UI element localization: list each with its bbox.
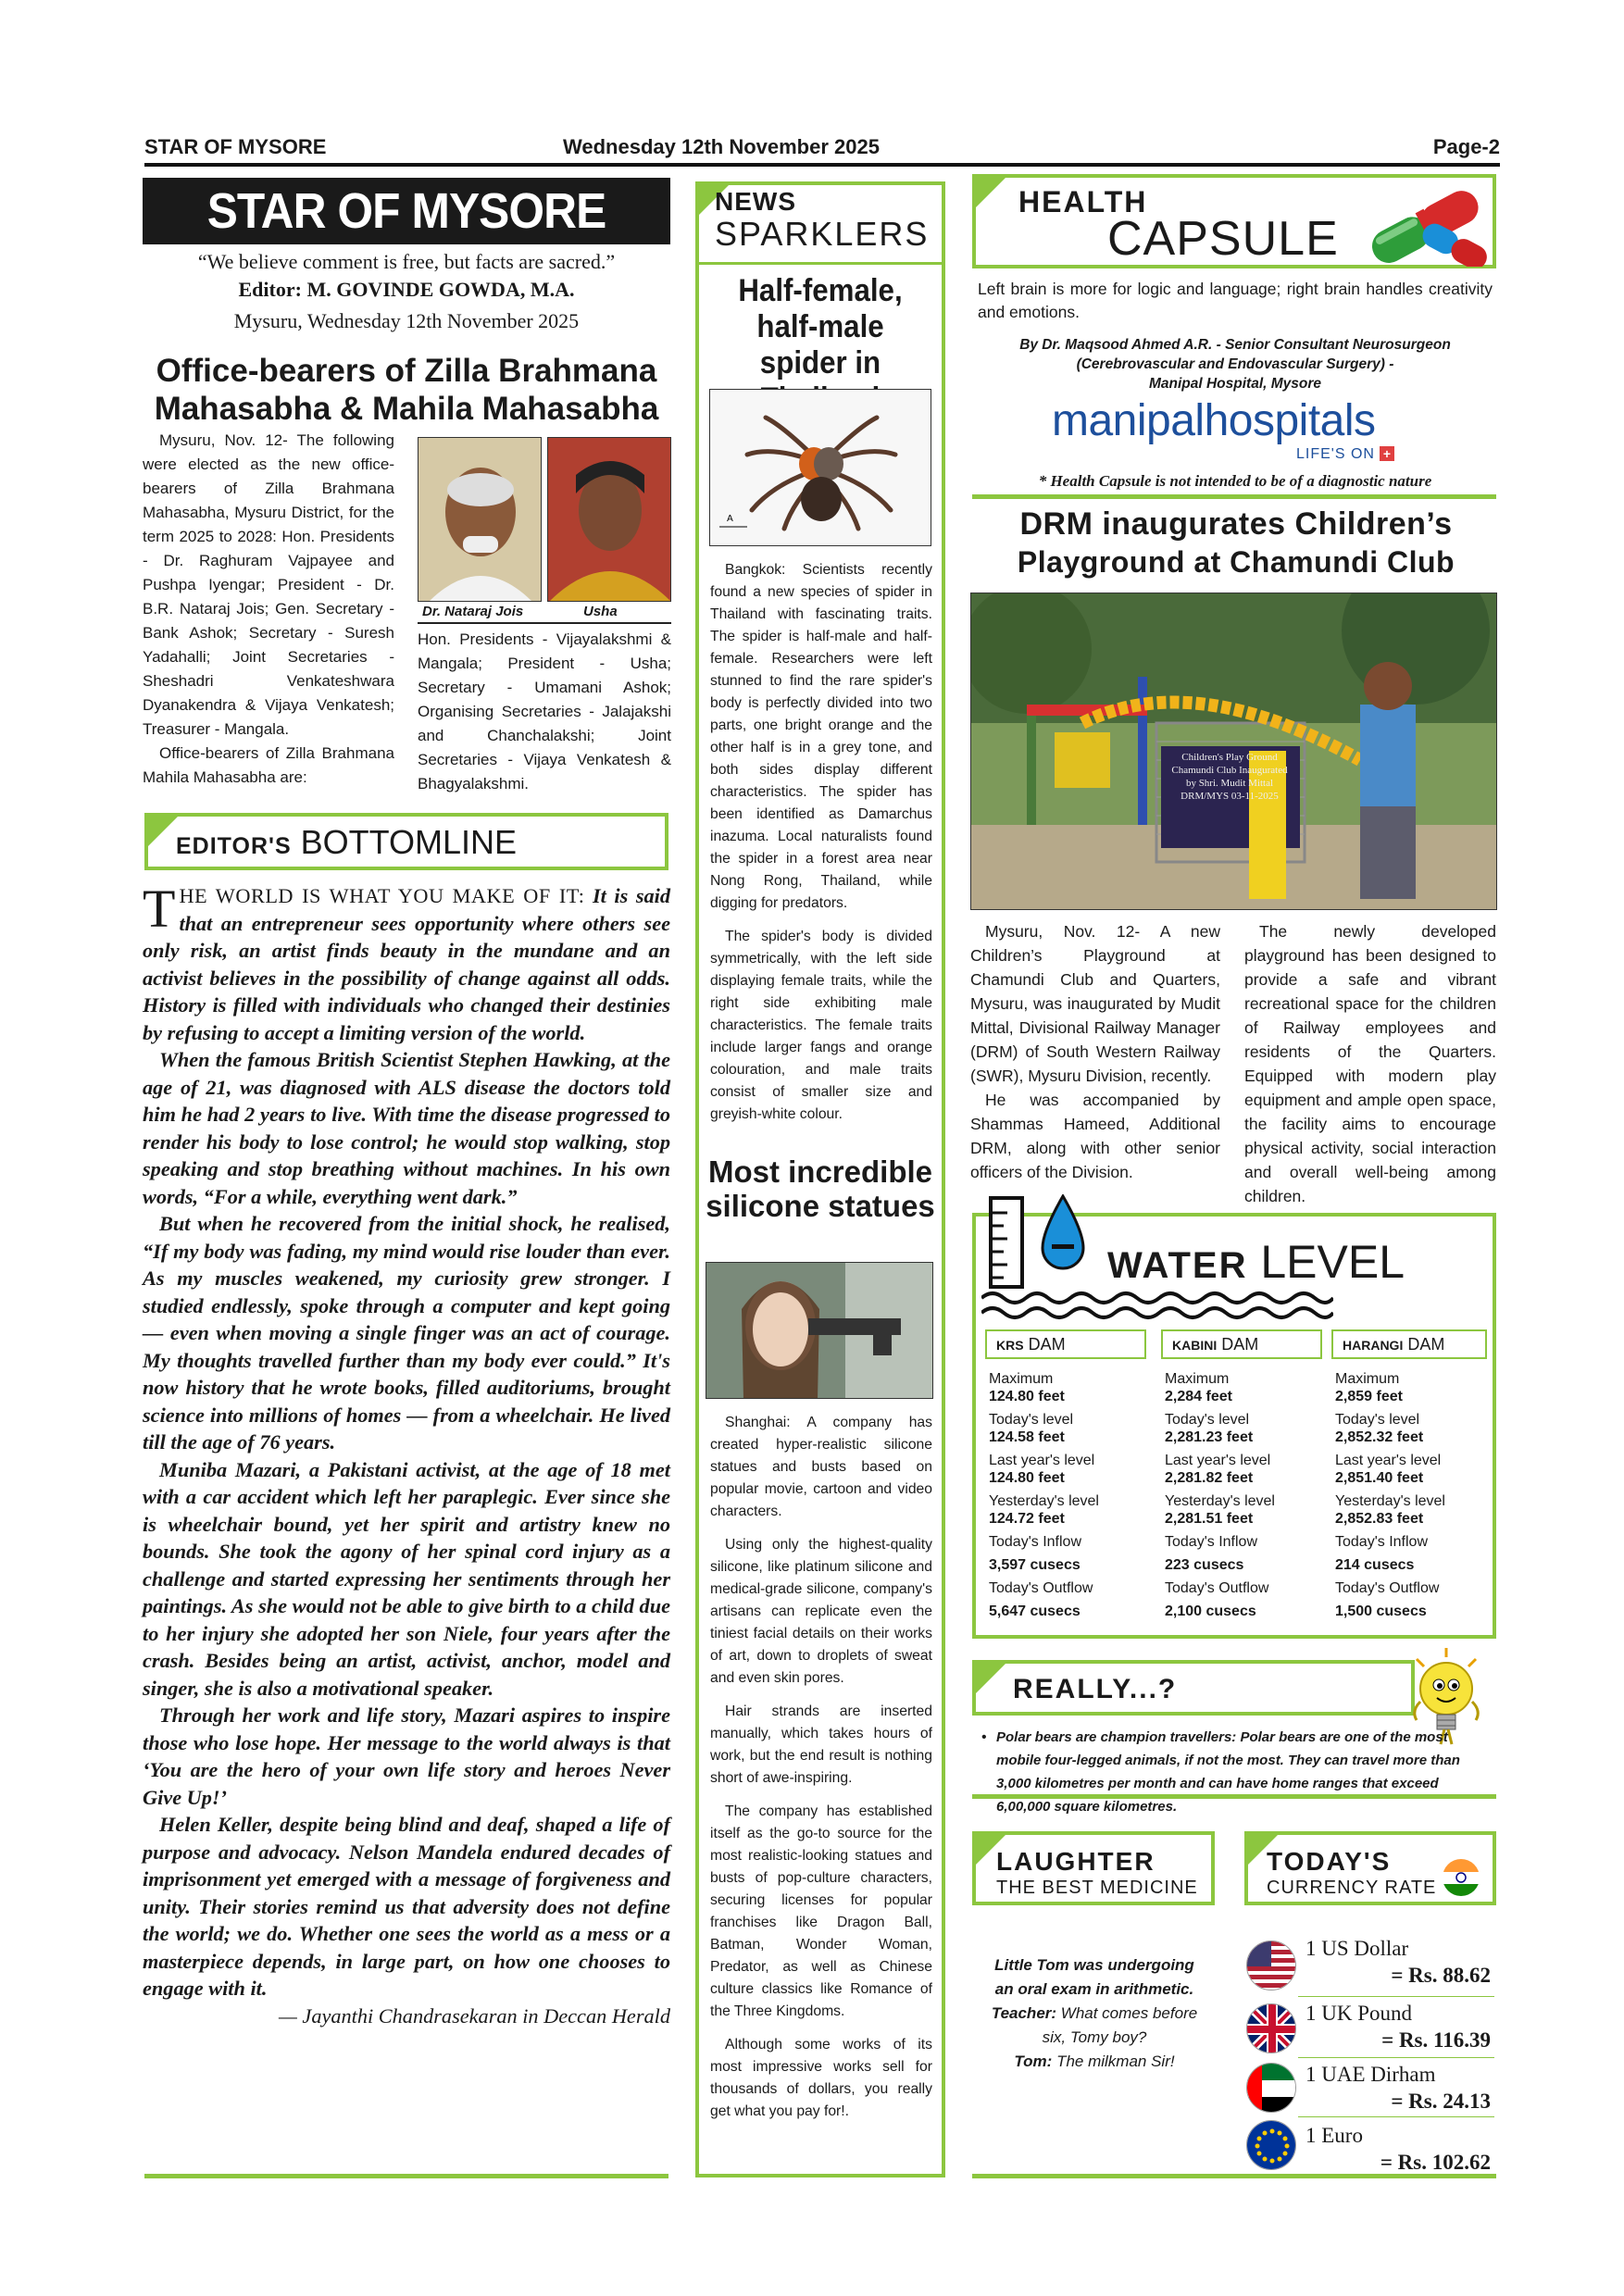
- header-page-number: Page-2: [1432, 135, 1500, 158]
- kabini-label-max: Maximum: [1165, 1371, 1230, 1387]
- krs-label-inflow: Today's Inflow: [989, 1534, 1081, 1550]
- krs-inflow: 3,597 cusecs: [989, 1557, 1081, 1573]
- really-text: Polar bears are champion travellers: Polar bears are one of the most mobile four-legged animals, if not the most. They can travel more than 3,000 kilometres per month and can have home ranges that exceed 6,00,000 square kilometres.: [996, 1729, 1460, 1815]
- dam-kabini-header: [1161, 1329, 1322, 1359]
- page-header: [144, 135, 1500, 163]
- currency-rule-3: [1298, 2116, 1494, 2117]
- photo-caption-nataraj: Dr. Nataraj Jois: [422, 604, 524, 619]
- harangi-inflow: 214 cusecs: [1335, 1557, 1415, 1573]
- drm-c1b: He was accompanied by Shammas Hameed, Additional DRM, along with other senior officers of the Division.: [970, 1091, 1220, 1181]
- currency-label-sub: CURRENCY RATE: [1267, 1878, 1437, 1898]
- kabini-outflow: 2,100 cusecs: [1165, 1603, 1256, 1619]
- photo-nataraj-jois: [418, 437, 542, 602]
- office-text: Mysuru, Nov. 12- The following were elected as the new office-bearers of Zilla Brahmana Mahasabha, Mysuru District, for the term 2025 to 2028: Hon. Presidents - Dr. Raghuram Vajpayee and Pushpa Iyengar; President - Dr. B.R. Nataraj Jois; Gen. Secretary - Bank Ashok; Secretary - Suresh Yadahalli; Joint Secretaries - Sheshadri Venkateshwara Dyanakendra & Vijaya Venkatesh; Treasurer - Mangala.: [143, 431, 394, 738]
- rate-usd-name: 1 US Dollar: [1305, 1937, 1409, 1960]
- header-date: Wednesday 12th November 2025: [563, 135, 880, 158]
- editorial-body: [143, 879, 670, 2029]
- masthead-editor: Editor: M. GOVINDE GOWDA, M.A.: [238, 278, 575, 301]
- editorial-p1: [143, 879, 670, 1046]
- bullet-icon: •: [981, 1729, 987, 1745]
- dam-kabini-suffix: DAM: [1221, 1335, 1259, 1354]
- silicone-p4: The company has established itself as the go-to source for the most realistic-looking statues and busts of pop-culture characters, securing licenses for popular franchises like Dragon Ball, Batman, Wonder Woman, Predator, as well as Chinese culture classics like Romance of the Three Kingdoms.: [710, 1803, 932, 2019]
- editorial-p5: Through her work and life story, Mazari aspires to inspire those who lose hope. Her message to the world always is that ‘You are the hero of your own life story and heroes Never Give Up!’: [143, 1703, 670, 1809]
- krs-label-yesterday: Yesterday's level: [989, 1493, 1099, 1509]
- drm-photo: [970, 593, 1497, 910]
- laughter-joke: [987, 1953, 1202, 2074]
- manipal-tagline-text: LIFE'S ON: [1296, 446, 1375, 462]
- rate-gbp-value: = Rs. 116.39: [1381, 2028, 1491, 2052]
- header-paper-name: STAR OF MYSORE: [144, 135, 327, 158]
- dam-harangi-values: [1335, 1365, 1489, 1620]
- editorial-lead: HE WORLD IS WHAT YOU MAKE OF IT:: [179, 884, 585, 907]
- editorial-dropcap: T: [143, 879, 176, 939]
- dam-krs: [985, 1329, 1150, 1626]
- news-label-main: SPARKLERS: [715, 215, 930, 253]
- news-divider: [699, 262, 942, 265]
- health-label-corner: [972, 174, 1009, 211]
- dam-krs-header: [985, 1329, 1146, 1359]
- joke-teacher-text: What comes before six, Tomy boy?: [1042, 2004, 1198, 2046]
- kabini-label-today: Today's level: [1165, 1412, 1250, 1428]
- kabini-label-outflow: Today's Outflow: [1165, 1580, 1269, 1596]
- dam-krs-suffix: DAM: [1028, 1335, 1066, 1354]
- editors-bottomline-label: [176, 824, 517, 865]
- joke-teacher: [987, 2002, 1202, 2050]
- krs-max: 124.80 feet: [989, 1389, 1065, 1404]
- office-headline: [143, 352, 670, 428]
- masthead: [143, 178, 670, 244]
- kabini-label-yesterday: Yesterday's level: [1165, 1493, 1275, 1509]
- editors-label-main: BOTTOMLINE: [300, 823, 518, 861]
- health-label-bold: HEALTH: [1018, 185, 1148, 218]
- health-byline: [978, 335, 1493, 393]
- editorial-p1-text: It is said that an entrepreneur sees opportunity where others see only risk, an artist finds beauty in the mundane and an activist believes in the possibility of change against all odds. History is filled with individuals who changed their destinies by refusing to accept a limiting version of the world.: [143, 884, 670, 1044]
- harangi-label-inflow: Today's Inflow: [1335, 1534, 1428, 1550]
- editorial-p3: But when he recovered from the initial shock, he realised, “If my body was fading, my mind would rise louder than ever. As my muscles weakened, my curiosity grew stronger. I studied endlessly, spoke through a computer and kept going — even when moving a single finger was an act of courage. My thoughts travelled further than my body ever could.” It's now history that he wrote books, filled auditoriums, brought science into millions of homes — from a wheelchair. He lived till the age of 76 years.: [143, 1212, 670, 1454]
- rate-aed-value: = Rs. 24.13: [1391, 2090, 1491, 2113]
- health-label-main: CAPSULE: [1107, 212, 1339, 266]
- caption-rule: [418, 622, 671, 624]
- spider-photo: [709, 389, 931, 546]
- dam-kabini-values: [1165, 1365, 1324, 1620]
- harangi-max: 2,859 feet: [1335, 1389, 1403, 1404]
- editorial-p2: When the famous British Scientist Stephen Hawking, at the age of 21, was diagnosed with ALS disease the doctors told him he had 2 years to live. With time the disease progressed to render his body to lose control; he would stop walking, stop speaking and stop breathing without machines. In his own words, “For a while, everything went dark.”: [143, 1048, 670, 1208]
- svg-text:A: A: [727, 514, 733, 524]
- dam-krs-name: KRS: [996, 1338, 1024, 1353]
- water-label-bold: WATER: [1107, 1245, 1248, 1286]
- dam-kabini-name: KABINI: [1172, 1338, 1218, 1353]
- joke-tom-label: Tom:: [1014, 2053, 1053, 2070]
- editorial-p4: Muniba Mazari, a Pakistani activist, at the age of 18 met with a car accident which left her paraplegic. Ever since she is wheelchair bound, yet her spirit and artistry knew no bounds. She took the agony of her spinal cord injury as a challenge and started expressing her sentiments through her paintings. As she would not be able to give birth to a child due to her injury she adopted her son Niele, four years after the crash. Besides being an artist, activist, anchor, model and singer, she is also a motivational speaker.: [143, 1457, 670, 1700]
- drm-c1: Mysuru, Nov. 12- A new Children’s Playground at Chamundi Club and Quarters, Mysuru, was inaugurated by Mudit Mittal, Divisional Railway Manager (DRM) of South Western Railway (SWR), Mysuru Division, recently.: [970, 922, 1220, 1085]
- kabini-today: 2,281.23 feet: [1165, 1429, 1254, 1445]
- drm-headline-1: DRM inaugurates Children’s: [1019, 506, 1453, 542]
- silicone-p5: Although some works of its most impressive works sell for thousands of dollars, you really get what you pay for!.: [710, 2037, 932, 2119]
- harangi-label-today: Today's level: [1335, 1412, 1420, 1428]
- rate-eur-name: 1 Euro: [1305, 2124, 1363, 2147]
- really-text-wrap: [981, 1726, 1494, 1818]
- manipal-logo: [1052, 396, 1441, 446]
- office-headline-line2: Mahasabha & Mahila Mahasabha: [154, 391, 659, 427]
- laughter-label-bold: LAUGHTER: [996, 1847, 1156, 1876]
- spider-headline: Half-female, half-male spider in: [738, 273, 903, 381]
- dam-krs-values: [989, 1365, 1148, 1620]
- silicone-p2: Using only the highest-quality silicone, like platinum silicone and medical-grade silicone, company's artisans can replicate even the tiniest facial details on their works of art, down to droplets of sweat and even skin pores.: [710, 1537, 932, 1686]
- kabini-lastyear: 2,281.82 feet: [1165, 1470, 1254, 1486]
- kabini-label-inflow: Today's Inflow: [1165, 1534, 1257, 1550]
- harangi-outflow: 1,500 cusecs: [1335, 1603, 1427, 1619]
- manipal-tagline: [1296, 446, 1394, 463]
- news-label: [715, 187, 929, 254]
- manipal-logo-part2: hospitals: [1204, 396, 1376, 445]
- health-byline-1: By Dr. Maqsood Ahmed A.R. - Senior Consultant Neurosurgeon: [1019, 337, 1451, 353]
- water-label-main: LEVEL: [1260, 1236, 1405, 1288]
- dam-harangi: [1331, 1329, 1491, 1626]
- harangi-lastyear: 2,851.40 feet: [1335, 1470, 1424, 1486]
- really-label: REALLY...?: [1013, 1674, 1178, 1704]
- krs-label-lastyear: Last year's level: [989, 1453, 1095, 1468]
- silicone-p3: Hair strands are inserted manually, which takes hours of work, but the end result is nothing short of awe-inspiring.: [710, 1703, 932, 1786]
- silicone-photo: [706, 1262, 933, 1399]
- editors-label-bold: EDITOR'S: [176, 833, 292, 859]
- harangi-label-max: Maximum: [1335, 1371, 1400, 1387]
- kabini-yesterday: 2,281.51 feet: [1165, 1511, 1254, 1527]
- krs-outflow: 5,647 cusecs: [989, 1603, 1081, 1619]
- joke-tom: [987, 2050, 1202, 2074]
- office-left-column: [143, 429, 394, 790]
- health-disclaimer: * Health Capsule is not intended to be of a diagnostic nature: [1038, 472, 1432, 490]
- krs-label-max: Maximum: [989, 1371, 1054, 1387]
- laughter-label-sub: THE BEST MEDICINE: [996, 1878, 1198, 1898]
- kabini-max: 2,284 feet: [1165, 1389, 1232, 1404]
- drm-c2: The newly developed playground has been designed to provide a safe and vibrant recreational space for the children of Railway employees and residents of the Quarters. Equipped with modern play equipment and ample open space, the facility aims to encourage physical activity, social interaction and overall well-being among children.: [1244, 922, 1496, 1205]
- rate-aed: [1305, 2061, 1491, 2122]
- masthead-dateline: Mysuru, Wednesday 12th November 2025: [233, 309, 580, 332]
- krs-today: 124.58 feet: [989, 1429, 1065, 1445]
- silicone-p1: Shanghai: A company has created hyper-realistic silicone statues and busts based on popular movie, cartoon and video characters.: [710, 1415, 932, 1519]
- harangi-label-outflow: Today's Outflow: [1335, 1580, 1440, 1596]
- krs-yesterday: 124.72 feet: [989, 1511, 1065, 1527]
- joke-line1: Little Tom was undergoing an oral exam in arithmetic.: [994, 1956, 1194, 1998]
- india-flag-icon: [1443, 1859, 1480, 1896]
- currency-label-bold: TODAY'S: [1267, 1847, 1392, 1876]
- editorial-bottom-rule: [144, 2174, 668, 2178]
- harangi-today: 2,852.32 feet: [1335, 1429, 1424, 1445]
- manipal-logo-part1: manipal: [1052, 396, 1205, 445]
- rate-gbp-name: 1 UK Pound: [1305, 2002, 1413, 2025]
- rate-eur-value: = Rs. 102.62: [1380, 2151, 1491, 2174]
- health-text: Left brain is more for logic and language; right brain handles creativity and emotions.: [978, 280, 1493, 321]
- dam-kabini: [1161, 1329, 1326, 1626]
- water-waves-icon: [981, 1287, 1333, 1320]
- krs-label-outflow: Today's Outflow: [989, 1580, 1093, 1596]
- kabini-inflow: 223 cusecs: [1165, 1557, 1244, 1573]
- photo-caption-usha: Usha: [583, 604, 618, 619]
- health-bottom-rule: [972, 494, 1496, 499]
- uae-flag-icon: [1246, 2063, 1296, 2113]
- joke-tom-text: The milkman Sir!: [1056, 2053, 1175, 2070]
- drm-column-1: [970, 919, 1220, 1184]
- really-bottom-rule: [972, 1794, 1496, 1799]
- pill-icon: [1357, 183, 1496, 267]
- eu-flag-icon: [1246, 2120, 1296, 2170]
- us-flag-icon: [1246, 1940, 1296, 1990]
- editorial-credit: — Jayanthi Chandrasekaran in Deccan Herald: [279, 2003, 670, 2028]
- masthead-motto: “We believe comment is free, but facts are sacred.”: [197, 250, 616, 273]
- really-label-corner: [972, 1660, 1009, 1697]
- rate-gbp: [1305, 2000, 1491, 2061]
- harangi-label-yesterday: Yesterday's level: [1335, 1493, 1445, 1509]
- silicone-headline: Most incredible silicone statues: [706, 1154, 935, 1223]
- rate-usd-value: = Rs. 88.62: [1391, 1964, 1491, 1987]
- joke-teacher-label: Teacher:: [991, 2004, 1057, 2022]
- spider-p1: Bangkok: Scientists recently found a new species of spider in Thailand with fascinating traits. The spider is half-male and half-female. Researchers were left stunned to find the rare spider's body is perfectly divided into two parts, one bright orange and the other half is in a grey tone, and both sides display different characteristics. The spider has been identified as Damarchus inazuma. Local naturalists found the spider in a forest area near Nong Rong, Thailand, while digging for predators.: [710, 562, 932, 911]
- dam-harangi-suffix: DAM: [1407, 1335, 1445, 1354]
- krs-lastyear: 124.80 feet: [989, 1470, 1065, 1486]
- office-right-text: Hon. Presidents - Vijayalakshmi & Mangala; President - Usha; Secretary - Umamani Ashok; Organising Secretaries - Jalajakshi and Chanchalakshi; Joint Secretaries - Vijaya Venkatesh & Bhagyalakshmi.: [418, 630, 671, 792]
- rate-aed-name: 1 UAE Dirham: [1305, 2063, 1436, 2086]
- spider-p2: The spider's body is divided symmetrically, with the left side displaying female traits, while the right side exhibiting male characteristics. The female traits include larger fangs and orange colouration, and male traits consist of smaller size and greyish-white colour.: [710, 929, 932, 1122]
- currency-rule-2: [1298, 2057, 1494, 2058]
- health-byline-2: (Cerebrovascular and Endovascular Surgery) -: [1076, 356, 1394, 372]
- dam-harangi-header: [1331, 1329, 1487, 1359]
- news-label-bold: NEWS: [715, 187, 796, 216]
- photo-usha: [547, 437, 671, 602]
- currency-rule-1: [1298, 1996, 1494, 1997]
- office-text-2: Office-bearers of Zilla Brahmana Mahila Mahasabha are:: [143, 744, 394, 786]
- krs-label-today: Today's level: [989, 1412, 1074, 1428]
- header-rule: [144, 163, 1500, 167]
- silicone-story: [710, 1412, 932, 2123]
- drm-headline: [972, 505, 1500, 581]
- currency-rates: [1305, 1935, 1491, 2183]
- harangi-label-lastyear: Last year's level: [1335, 1453, 1442, 1468]
- harangi-yesterday: 2,852.83 feet: [1335, 1511, 1424, 1527]
- office-headline-line1: Office-bearers of Zilla Brahmana: [156, 353, 657, 389]
- masthead-title: STAR OF MYSORE: [206, 183, 606, 239]
- dam-harangi-name: HARANGI: [1343, 1338, 1404, 1353]
- editorial-p6: Helen Keller, despite being blind and deaf, shaped a life of purpose and advocacy. Nelson Mandela endured decades of imprisonment yet emerged with a message of forgiveness and unity. Their stories remind us that adversity does not define the world; we do. Whether one sees the world as a mess or a masterpiece depends, in large part, on how one chooses to engage with it.: [143, 1813, 670, 2000]
- drm-column-2: [1244, 919, 1496, 1208]
- health-byline-3: Manipal Hospital, Mysore: [1148, 376, 1322, 392]
- rate-usd: [1305, 1935, 1491, 1996]
- currency-bottom-rule: [972, 2174, 1496, 2178]
- water-level-label: [1107, 1237, 1405, 1291]
- kabini-label-lastyear: Last year's level: [1165, 1453, 1271, 1468]
- spider-story: [710, 559, 932, 1126]
- drm-plaque-text: Children's Play Ground Chamundi Club Inaugurated by Shri. Mudit Mittal DRM/MYS 03-11-2025: [1171, 752, 1288, 802]
- plus-icon: +: [1380, 446, 1394, 461]
- drm-headline-2: Playground at Chamundi Club: [1017, 545, 1455, 579]
- uk-flag-icon: [1246, 2003, 1296, 2053]
